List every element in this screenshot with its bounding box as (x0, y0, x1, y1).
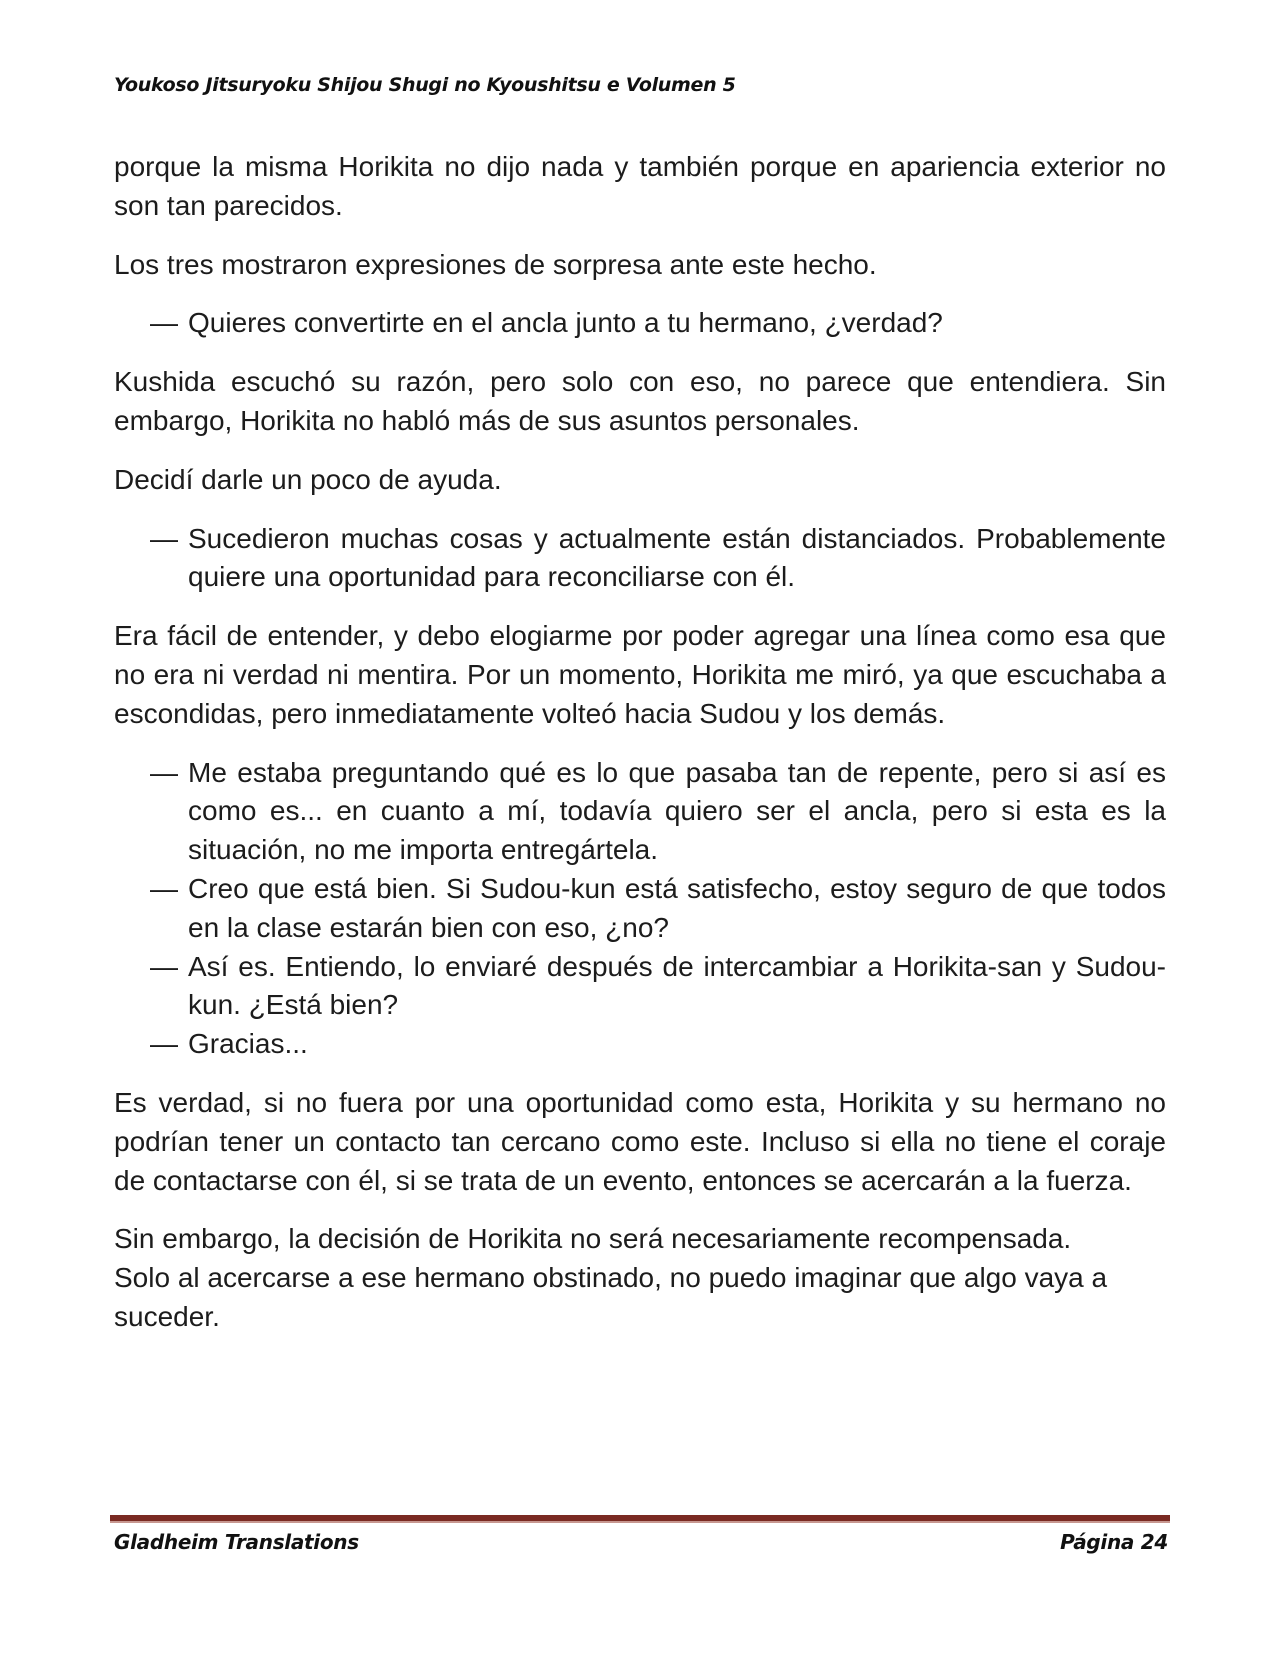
dialogue-line-4 (114, 870, 1166, 948)
page-header-title: Youkoso Jitsuryoku Shijou Shugi no Kyoushitsu e Volumen 5 (114, 74, 736, 96)
dialogue-dash: — (150, 1028, 178, 1060)
paragraph-7 (114, 1220, 1166, 1336)
dialogue-line-2 (114, 520, 1166, 598)
dialogue-line-5 (114, 948, 1166, 1026)
paragraph-5: Era fácil de entender, y debo elogiarme por poder agregar una línea como esa que no era ni verdad ni mentira. Por un momento, Horikita me miró, ya que escuchaba a escondidas, pero inmediatamente volteó hacia Sudou y los demás. (114, 620, 1166, 729)
dialogue-dash: — (150, 522, 178, 554)
dialogue-line-6 (114, 1025, 1166, 1064)
page-number: Página 24 (1060, 1530, 1168, 1554)
dialogue-dash: — (150, 950, 178, 982)
paragraph-2: Los tres mostraron expresiones de sorpresa ante este hecho. (114, 248, 877, 280)
dialogue-text: Así es. Entiendo, lo enviaré después de intercambiar a Horikita-san y Sudou-kun. ¿Está bien? (188, 950, 1166, 1021)
dialogue-dash: — (150, 756, 178, 788)
paragraph-7-line-2: Solo al acercarse a ese hermano obstinado, no puedo imaginar que algo vaya a suceder. (114, 1262, 1108, 1332)
dialogue-line-1 (114, 304, 1166, 343)
footer-divider (110, 1515, 1170, 1523)
dialogue-text: Creo que está bien. Si Sudou-kun está satisfecho, estoy seguro de que todos en la clase estarán bien con eso, ¿no? (188, 872, 1166, 943)
paragraph-4: Decidí darle un poco de ayuda. (114, 463, 502, 495)
paragraph-7-line-1: Sin embargo, la decisión de Horikita no será necesariamente recompensada. (114, 1223, 1072, 1255)
dialogue-dash: — (150, 872, 178, 904)
page-body (114, 148, 1166, 1357)
dialogue-text: Gracias... (188, 1028, 308, 1060)
dialogue-text: Me estaba preguntando qué es lo que pasaba tan de repente, pero si así es como es... en cuanto a mí, todavía quiero ser el ancla, pero si esta es la situación, no me importa entregártela. (188, 756, 1166, 866)
footer-credit: Gladheim Translations (114, 1530, 359, 1554)
dialogue-line-3 (114, 754, 1166, 870)
dialogue-text: Sucedieron muchas cosas y actualmente están distanciados. Probablemente quiere una oportunidad para reconciliarse con él. (188, 522, 1166, 593)
paragraph-3: Kushida escuchó su razón, pero solo con eso, no parece que entendiera. Sin embargo, Horikita no habló más de sus asuntos personales. (114, 366, 1166, 436)
paragraph-6: Es verdad, si no fuera por una oportunidad como esta, Horikita y su hermano no podrían tener un contacto tan cercano como este. Incluso si ella no tiene el coraje de contactarse con él, si se trata de un evento, entonces se acercarán a la fuerza. (114, 1086, 1166, 1196)
dialogue-text: Quieres convertirte en el ancla junto a tu hermano, ¿verdad? (188, 307, 943, 339)
paragraph-1: porque la misma Horikita no dijo nada y también porque en apariencia exterior no son tan parecidos. (114, 151, 1166, 221)
dialogue-dash: — (150, 307, 178, 339)
